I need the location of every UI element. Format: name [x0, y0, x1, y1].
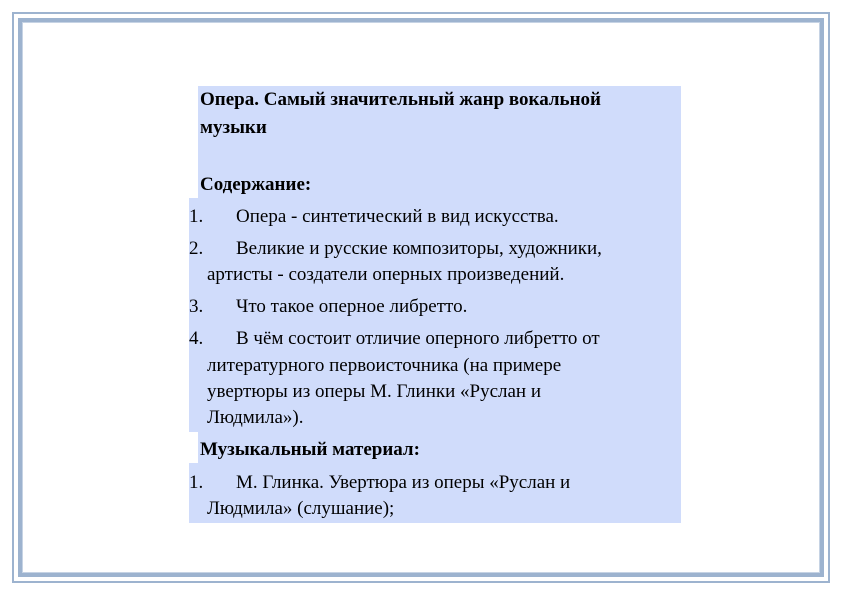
- list-item-number: 3.: [189, 296, 204, 317]
- list-item-number: 1.: [189, 472, 204, 493]
- list-item-line: В чём состоит отличие оперного либретто от: [236, 328, 600, 349]
- list-item-line: литературного первоисточника (на примере: [207, 355, 562, 376]
- music-heading: Музыкальный материал:: [200, 439, 420, 460]
- page-title-line-2: музыки: [200, 117, 267, 138]
- list-item-line: Великие и русские композиторы, художники,: [236, 238, 602, 259]
- contents-heading: Содержание:: [200, 174, 312, 195]
- list-item-line: Людмила» (слушание);: [207, 498, 395, 519]
- list-item-number: 1.: [189, 206, 204, 227]
- list-item-number: 2.: [189, 238, 204, 259]
- list-item-line: Что такое оперное либретто.: [236, 296, 468, 317]
- list-item-line: артисты - создатели оперных произведений.: [207, 264, 565, 285]
- page-title-line-1: Опера. Самый значительный жанр вокальной: [200, 89, 601, 110]
- list-item-line: увертюры из оперы М. Глинки «Руслан и: [207, 381, 542, 402]
- list-item-line: Опера - синтетический в вид искусства.: [236, 206, 559, 227]
- list-item-line: М. Глинка. Увертюра из оперы «Руслан и: [236, 472, 571, 493]
- list-item-line: Людмила»).: [207, 407, 304, 428]
- list-item-number: 4.: [189, 328, 204, 349]
